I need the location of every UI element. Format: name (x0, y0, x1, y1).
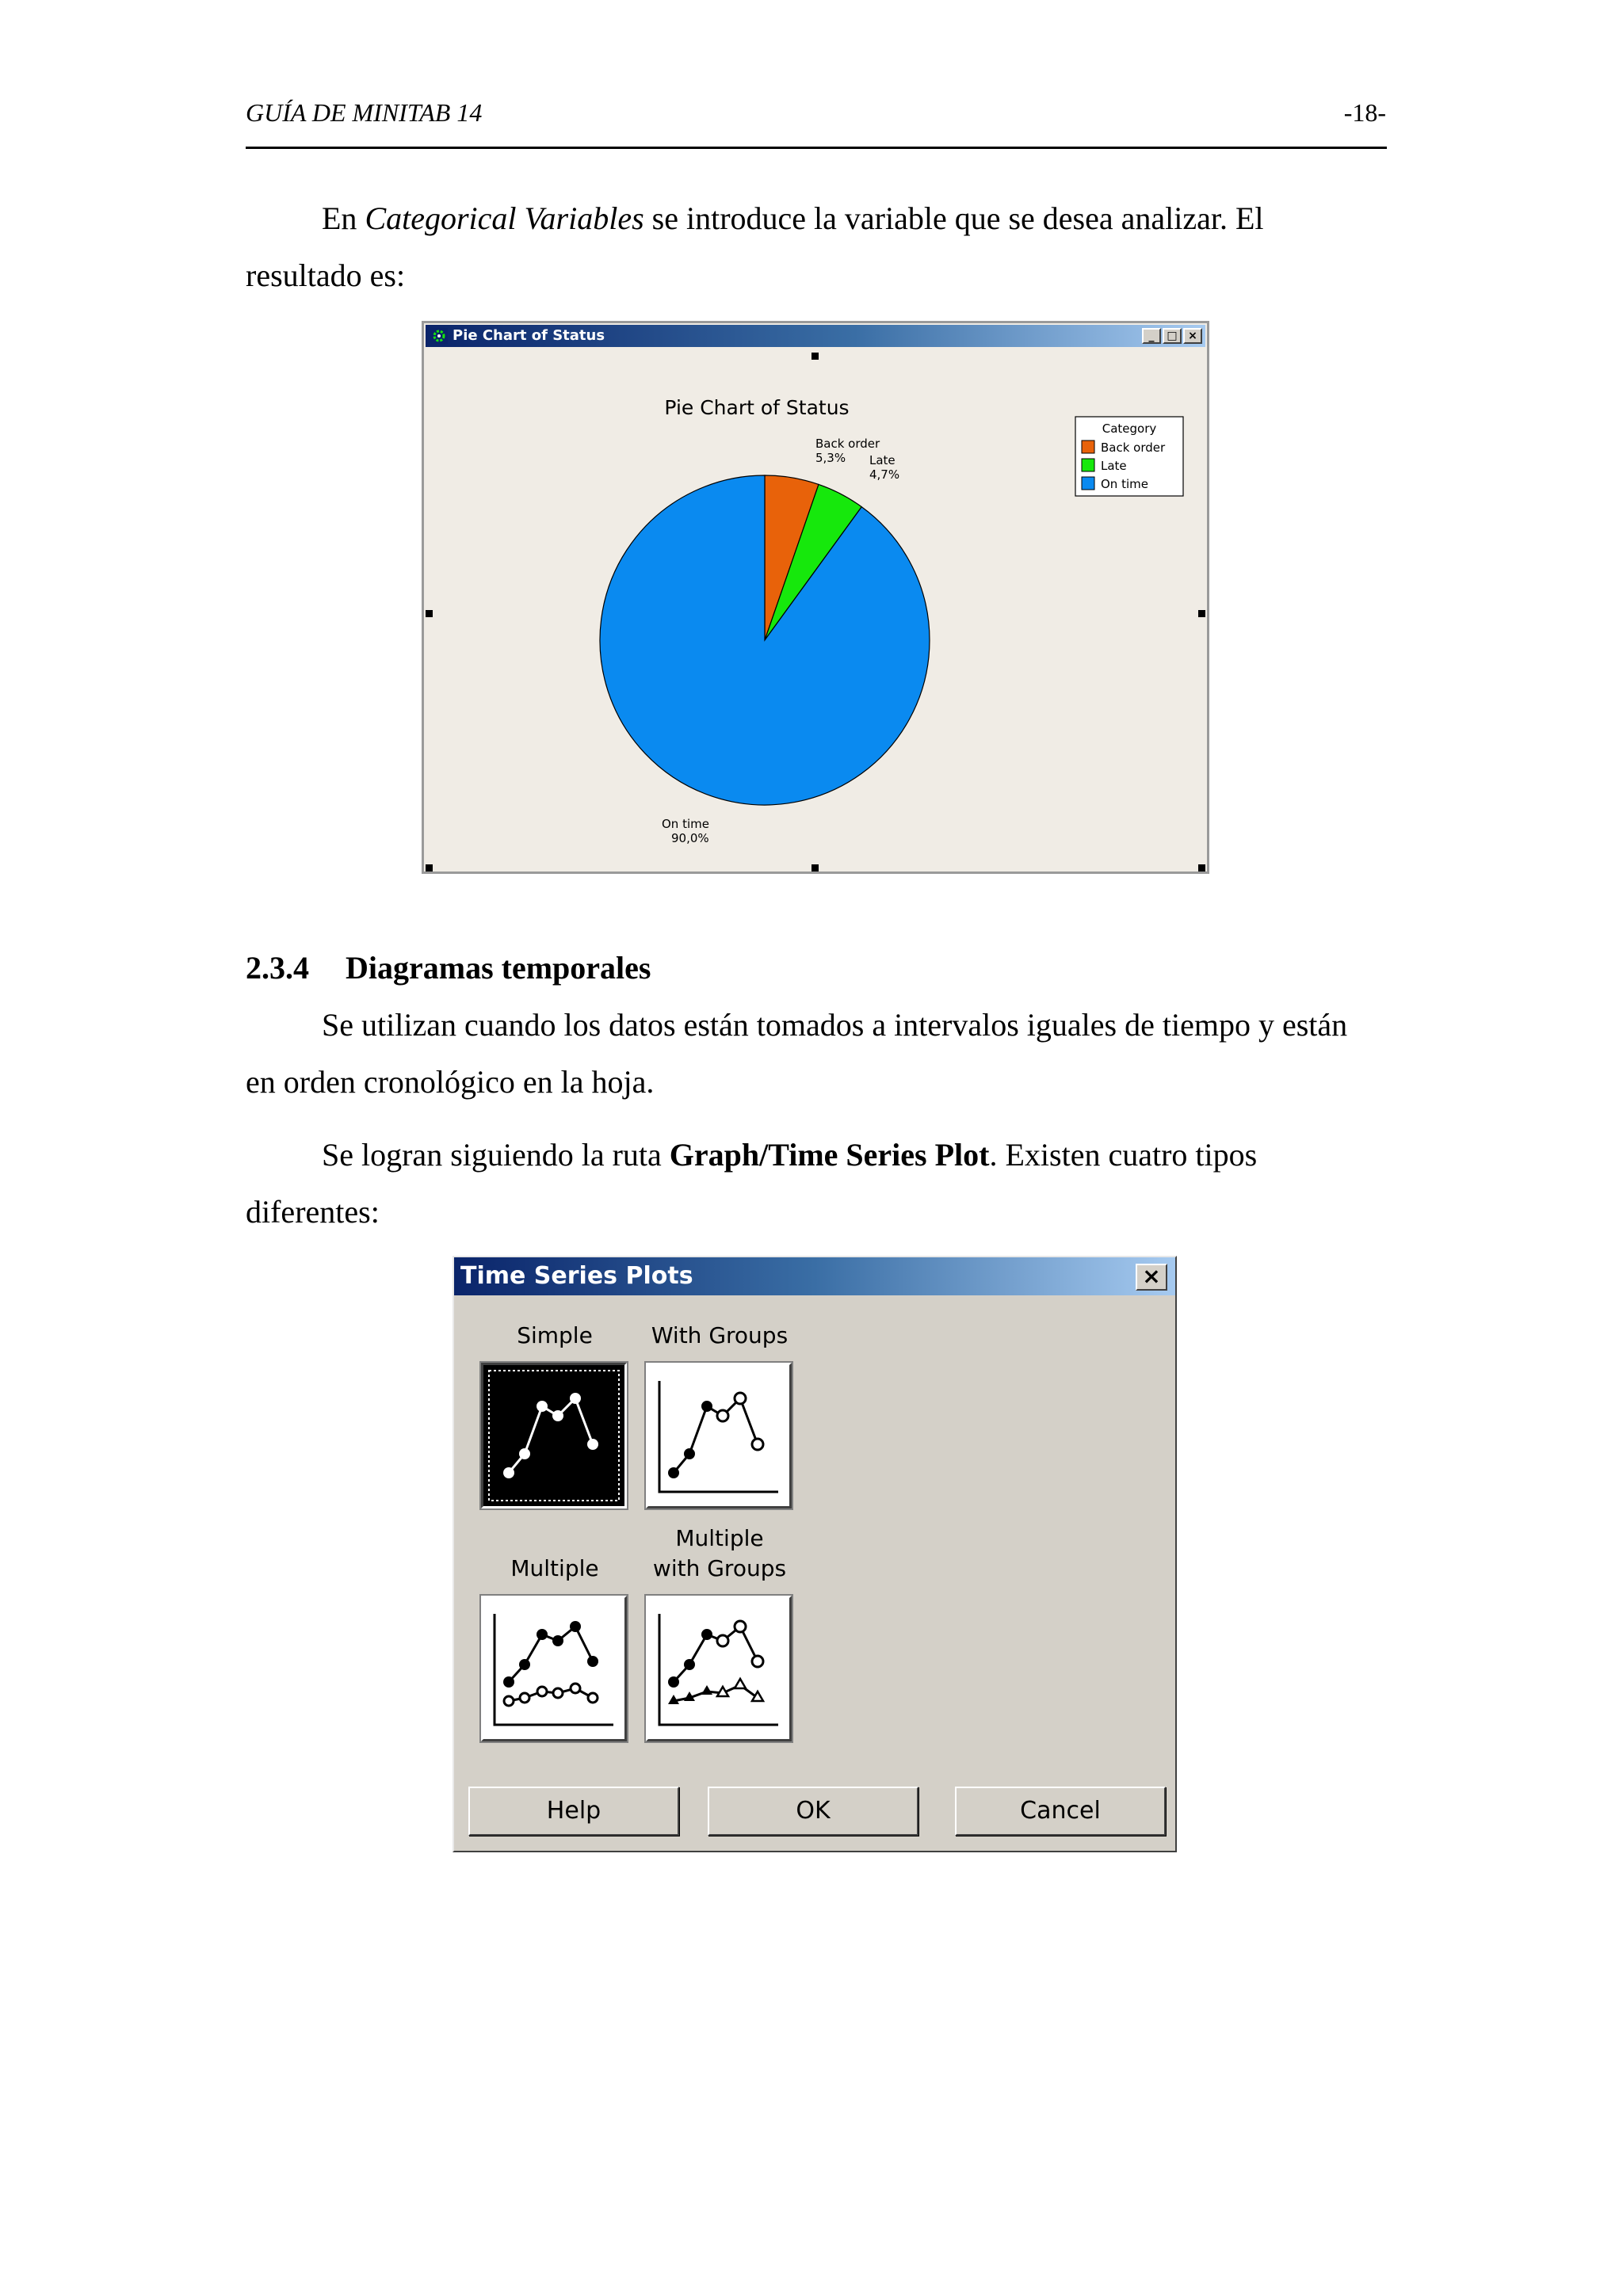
ok-button[interactable]: OK (708, 1787, 918, 1836)
section-heading (246, 949, 651, 986)
multiple-with-groups-plot-option[interactable] (646, 1596, 792, 1741)
legend-swatch-back-order (1082, 441, 1094, 453)
slice-percent-late: 4,7% (869, 467, 900, 482)
resize-handle-right[interactable] (1198, 610, 1205, 617)
para3-text: Se logran siguiendo la ruta (322, 1137, 670, 1173)
multiple-with-groups-plot-icon (648, 1598, 789, 1739)
minimize-button[interactable]: _ (1142, 328, 1161, 344)
with-groups-plot-option[interactable] (646, 1363, 792, 1508)
resize-handle-left[interactable] (426, 610, 433, 617)
pie-window-title: Pie Chart of Status (453, 327, 605, 344)
legend-entry-back-order: Back order (1101, 441, 1166, 455)
pie-chart-window[interactable] (422, 321, 1209, 874)
legend-entry-late: Late (1101, 459, 1127, 473)
legend-title: Category (1102, 421, 1157, 436)
section-title: Diagramas temporales (346, 950, 651, 986)
multiple-plot-option[interactable] (481, 1596, 627, 1741)
menu-path: Graph/Time Series Plot (669, 1137, 990, 1173)
paragraph-route-line2: diferentes: (246, 1194, 380, 1230)
with-groups-plot-icon (648, 1365, 789, 1506)
pie-chart-title: Pie Chart of Status (664, 396, 850, 419)
option-label-multiple: Multiple (510, 1555, 599, 1581)
paragraph-time-series-line2: en orden cronológico en la hoja. (246, 1064, 655, 1100)
option-label-multiple-groups-line2: with Groups (652, 1555, 787, 1581)
slice-percent-on-time: 90,0% (671, 831, 709, 845)
slice-label-on-time: On time (662, 817, 709, 831)
pie-chart (424, 347, 1207, 871)
legend-swatch-late (1082, 459, 1094, 471)
option-label-with-groups: With Groups (651, 1322, 789, 1348)
page-number: -18- (1343, 98, 1386, 127)
pie-window-titlebar[interactable] (426, 325, 1205, 347)
header-title: GUÍA DE MINITAB 14 (246, 98, 483, 127)
slice-label-late: Late (869, 453, 896, 467)
simple-plot-icon (483, 1365, 624, 1506)
simple-plot-option[interactable] (481, 1363, 627, 1508)
slice-label-back-order: Back order (815, 437, 880, 451)
dialog-titlebar[interactable] (454, 1257, 1175, 1295)
paragraph-intro-line2: resultado es: (246, 257, 406, 293)
header-rule (246, 147, 1387, 149)
para3-text-2: . Existen cuatro tipos (989, 1137, 1258, 1173)
maximize-button[interactable]: □ (1163, 328, 1182, 344)
time-series-dialog (453, 1256, 1177, 1852)
option-label-multiple-groups-line1: Multiple (675, 1525, 764, 1551)
paragraph-intro (246, 190, 1387, 247)
multiple-plot-icon (483, 1598, 624, 1739)
minitab-graph-icon (430, 328, 448, 344)
pie-slice-on-time (600, 475, 930, 805)
section-number: 2.3.4 (246, 950, 309, 986)
resize-handle-bottom-left[interactable] (426, 864, 433, 871)
para1-text-2: se introduce la variable que se desea analizar. El (643, 200, 1264, 236)
dialog-title: Time Series Plots (460, 1262, 693, 1290)
slice-percent-back-order: 5,3% (815, 451, 846, 465)
legend-swatch-on-time (1082, 477, 1094, 490)
paragraph-route (246, 1127, 1387, 1184)
para2-text: Se utilizan cuando los datos están tomados a intervalos iguales de tiempo y están (322, 1007, 1348, 1043)
resize-handle-bottom[interactable] (812, 864, 819, 871)
option-label-simple: Simple (517, 1322, 593, 1348)
resize-handle-top[interactable] (812, 353, 819, 360)
para1-italic: Categorical Variables (365, 200, 644, 236)
legend-entry-on-time: On time (1101, 477, 1148, 491)
cancel-button[interactable]: Cancel (955, 1787, 1166, 1836)
pie-legend (1075, 417, 1183, 496)
resize-handle-bottom-right[interactable] (1198, 864, 1205, 871)
close-button[interactable]: × (1183, 328, 1202, 344)
paragraph-time-series (246, 997, 1387, 1054)
help-button[interactable]: Help (468, 1787, 679, 1836)
dialog-close-button[interactable]: × (1136, 1264, 1167, 1291)
para1-text: En (322, 200, 365, 236)
